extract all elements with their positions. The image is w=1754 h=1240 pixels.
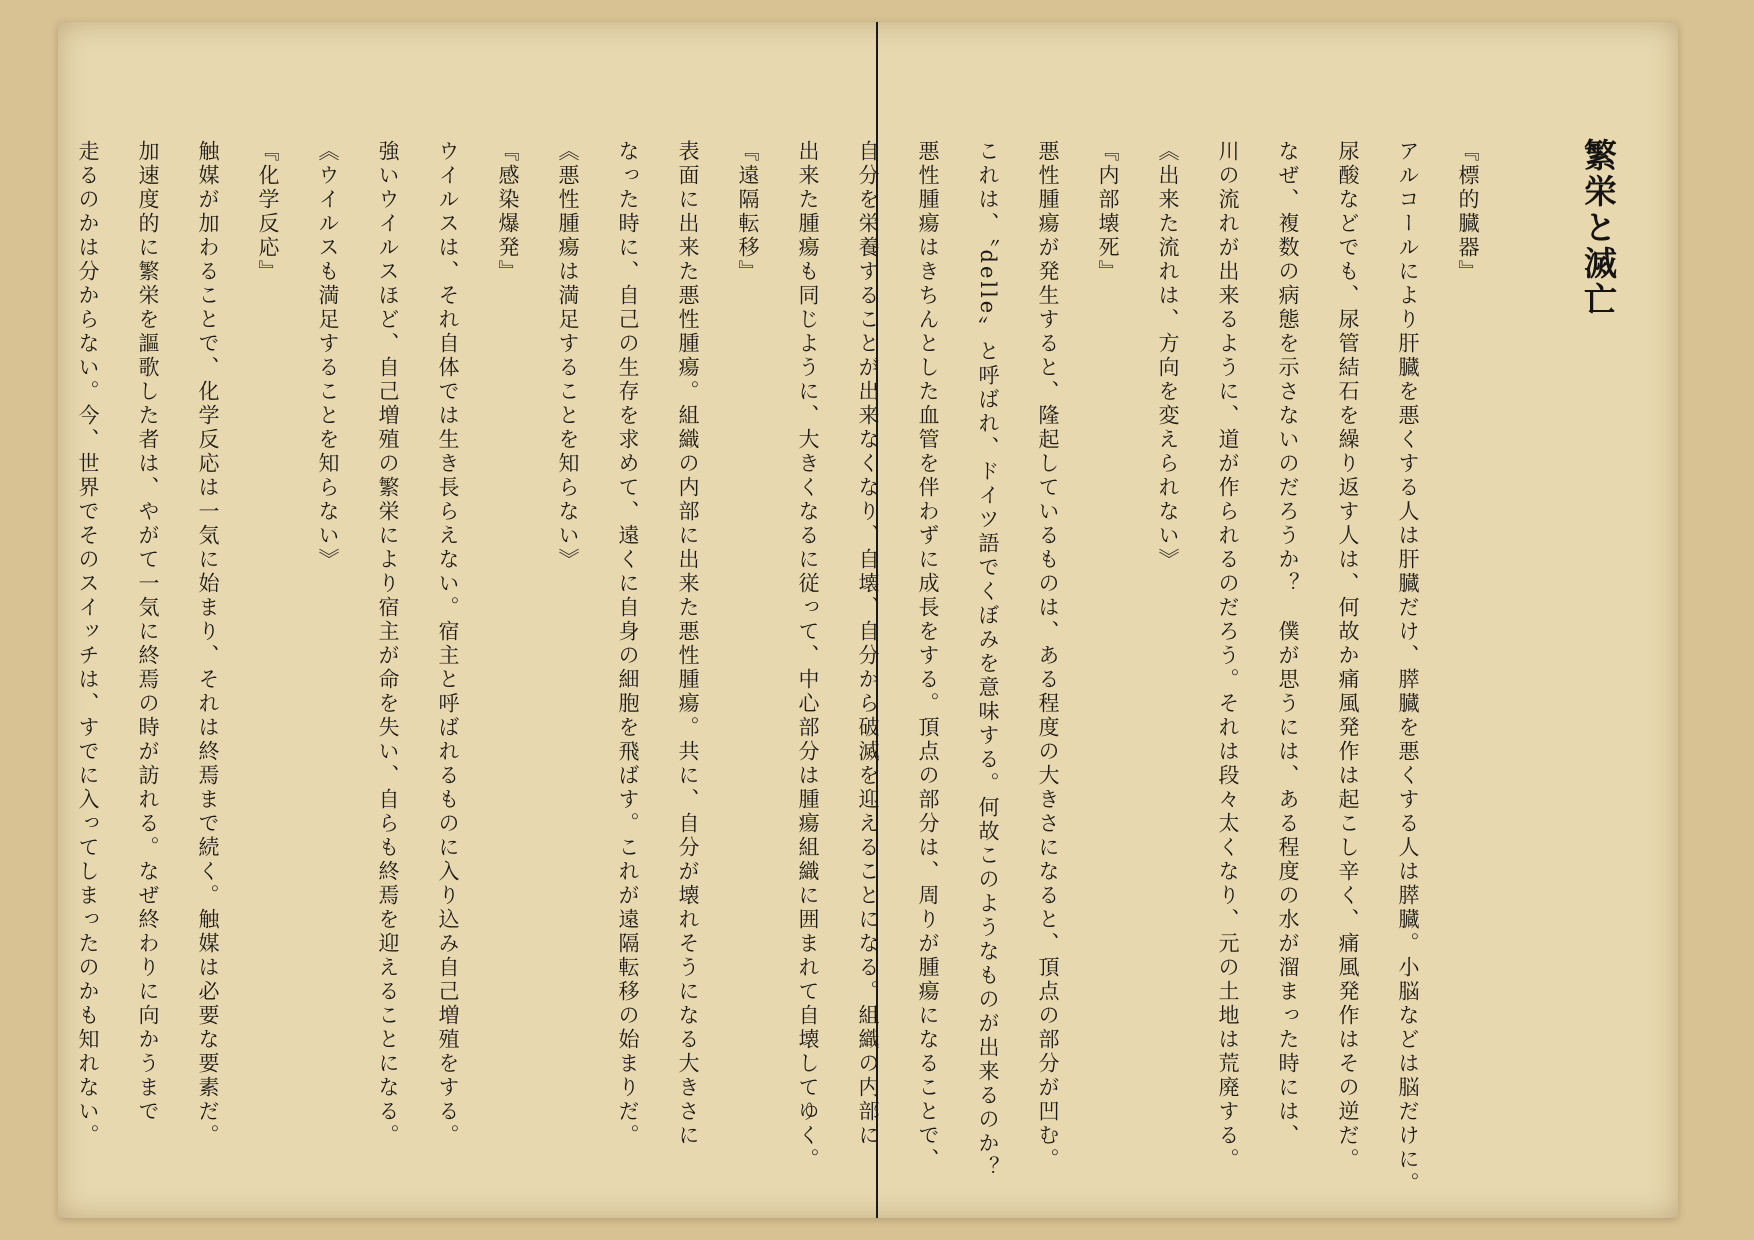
text-column: 表面に出来た悪性腫瘍。組織の内部に出来た悪性腫瘍。共に、自分が壊れそうになる大きさに	[676, 140, 700, 1148]
text-column: 自分を栄養することが出来なくなり、自壊、自分から破滅を迎えることになる。組織の内部に	[856, 140, 880, 1148]
text-column: 悪性腫瘍はきちんとした血管を伴わずに成長をする。頂点の部分は、周りが腫瘍になることで、	[916, 140, 940, 1172]
text-column: 川の流れが出来るように、道が作られるのだろう。それは段々太くなり、元の土地は荒廃する。	[1216, 140, 1240, 1172]
text-column: アルコールにより肝臓を悪くする人は肝臓だけ、膵臓を悪くする人は膵臓。小脳などは脳だけに。	[1396, 140, 1420, 1196]
text-column: 《悪性腫瘍は満足することを知らない》	[556, 140, 580, 572]
text-column: なぜ、複数の病態を示さないのだろうか？ 僕が思うには、ある程度の水が溜まった時には、	[1276, 140, 1300, 1148]
text-column: 出来た腫瘍も同じように、大きくなるに従って、中心部分は腫瘍組織に囲まれて自壊してゆく。	[796, 140, 820, 1172]
text-column: なった時に、自己の生存を求めて、遠くに自身の細胞を飛ばす。これが遠隔転移の始まりだ。	[616, 140, 640, 1148]
text-column: 『遠隔転移』	[736, 140, 760, 284]
text-column: ウイルスは、それ自体では生き長らえない。宿主と呼ばれるものに入り込み自己増殖をする。	[436, 140, 460, 1148]
text-column: 触媒が加わることで、化学反応は一気に始まり、それは終焉まで続く。触媒は必要な要素だ。	[196, 140, 220, 1148]
text-column: 『内部壊死』	[1096, 140, 1120, 284]
text-column: 走るのかは分からない。今、世界でそのスイッチは、すでに入ってしまったのかも知れない。	[76, 140, 100, 1148]
text-column: 悪性腫瘍が発生すると、隆起しているものは、ある程度の大きさになると、頂点の部分が凹む。	[1036, 140, 1060, 1172]
text-column: 加速度的に繁栄を謳歌した者は、やがて一気に終焉の時が訪れる。なぜ終わりに向かうまで	[136, 140, 160, 1124]
text-column: 《ウイルスも満足することを知らない》	[316, 140, 340, 572]
text-column: 《出来た流れは、方向を変えられない》	[1156, 140, 1180, 572]
text-column: 尿酸などでも、尿管結石を繰り返す人は、何故か痛風発作は起こし辛く、痛風発作はその逆だ。	[1336, 140, 1360, 1172]
essay-title: 繁栄と滅亡	[1579, 138, 1618, 318]
text-column: 『標的臓器』	[1456, 140, 1480, 284]
text-column: これは、〝delle〟と呼ばれ、ドイツ語でくぼみを意味する。何故このようなものが出来るのか？	[976, 140, 1000, 1181]
text-column: 『感染爆発』	[496, 140, 520, 284]
text-column: 強いウイルスほど、自己増殖の繁栄により宿主が命を失い、自らも終焉を迎えることになる。	[376, 140, 400, 1148]
text-column: 『化学反応』	[256, 140, 280, 284]
